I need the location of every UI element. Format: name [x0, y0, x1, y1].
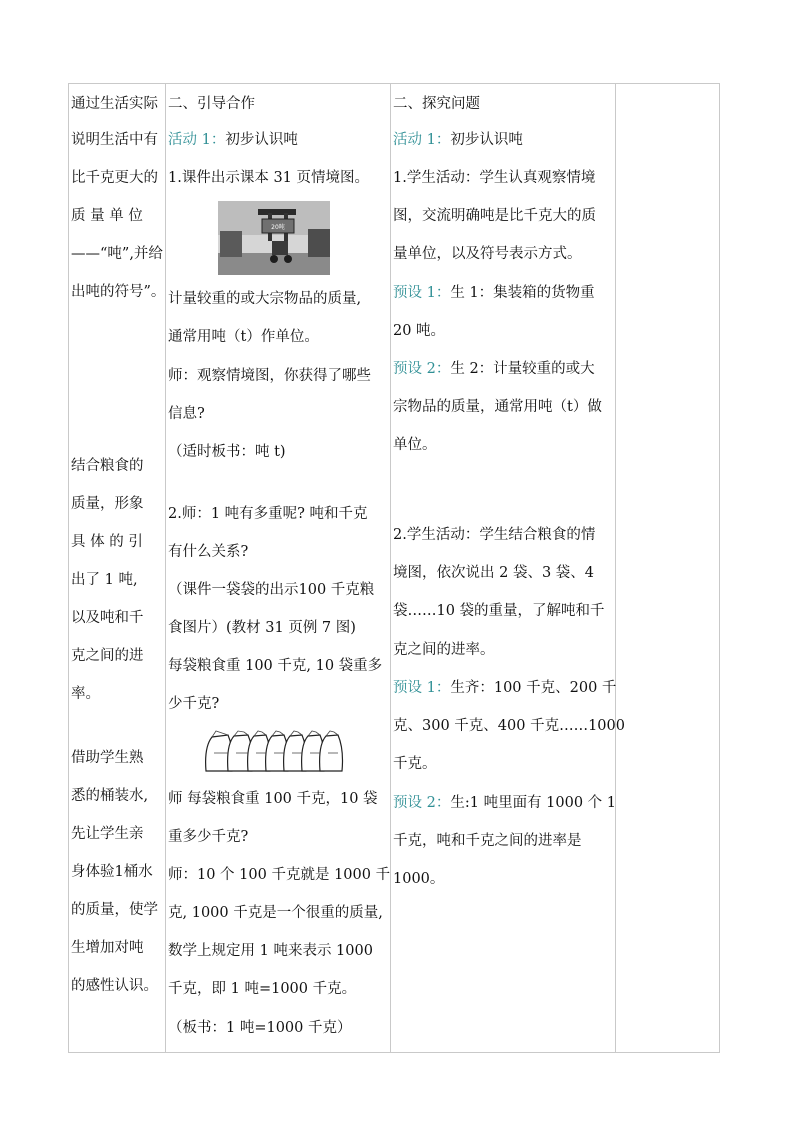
text-line: 宗物品的质量，通常用吨（t）做	[393, 399, 602, 415]
text-line: 重多少千克?	[168, 829, 249, 845]
text-line: 信息?	[168, 406, 205, 422]
teacher-activity-column	[166, 84, 391, 1053]
preset-line	[393, 678, 616, 698]
intent-line: 先让学生亲	[71, 826, 144, 842]
intent-line: 说明生活中有	[71, 132, 158, 148]
text-line: 师 每袋粮食重 100 千克，10 袋	[168, 791, 378, 807]
preset-text: 生 1：集装箱的货物重	[450, 285, 595, 301]
text-line: 1.学生活动：学生认真观察情境	[393, 170, 596, 186]
container-sign: 20吨	[271, 224, 285, 231]
text-line: 每袋粮食重 100 千克, 10 袋重多	[168, 658, 383, 674]
text-line: 单位。	[393, 437, 437, 453]
grain-sacks-image	[202, 727, 350, 775]
intent-line: 通过生活实际	[71, 96, 158, 112]
text-line: 数学上规定用 1 吨来表示 1000	[168, 943, 373, 959]
intent-line: 身体验1桶水	[71, 864, 153, 880]
text-line: 有什么关系?	[168, 544, 249, 560]
text-line: 千克。	[393, 756, 437, 772]
activity-title: 初步认识吨	[225, 132, 298, 148]
preset-line	[393, 793, 616, 813]
text-line: 境图，依次说出 2 袋、3 袋、4	[393, 565, 595, 581]
section-heading: 二、探究问题	[393, 96, 480, 112]
text-line: 1000。	[393, 871, 445, 887]
design-intent-column	[69, 84, 166, 1053]
intent-line: 以及吨和千	[71, 610, 144, 626]
text-line: 千克，吨和千克之间的进率是	[393, 833, 582, 849]
intent-line: 质量，形象	[71, 496, 144, 512]
text-line: 图，交流明确吨是比千克大的质	[393, 208, 596, 224]
text-line: 师：观察情境图，你获得了哪些	[168, 368, 371, 384]
text-line: 1.课件出示课本 31 页情境图。	[168, 170, 370, 186]
preset-label: 预设 1：	[393, 680, 451, 696]
preset-text: 生:1 吨里面有 1000 个 1	[450, 795, 617, 811]
student-activity-column	[391, 84, 625, 1053]
text-line: 食图片）(教材 31 页例 7 图)	[168, 620, 356, 636]
preset-label: 预设 1：	[393, 285, 451, 301]
intent-line: 比千克更大的	[71, 170, 158, 186]
text-line: 2.师：1 吨有多重呢? 吨和千克	[168, 506, 368, 522]
intent-line: 出吨的符号”。	[71, 284, 166, 300]
preset-text: 生齐：100 千克、200 千	[450, 680, 617, 696]
text-line: 师：10 个 100 千克就是 1000 千	[168, 867, 391, 883]
text-line: 少千克?	[168, 696, 220, 712]
intent-line: 悉的桶装水,	[71, 788, 149, 804]
text-line: 通常用吨（t）作单位。	[168, 329, 319, 345]
preset-line	[393, 359, 595, 379]
text-line: 千克，即 1 吨=1000 千克。	[168, 981, 357, 997]
intent-line: 的质量，使学	[71, 902, 158, 918]
text-line: 量单位，以及符号表示方式。	[393, 246, 582, 262]
text-line: 计量较重的或大宗物品的质量,	[168, 291, 362, 307]
text-line: （适时板书：吨 t)	[168, 444, 286, 460]
intent-line: 结合粮食的	[71, 458, 144, 474]
intent-line: 率。	[71, 686, 100, 702]
section-heading: 二、引导合作	[168, 96, 255, 112]
text-line: 克, 1000 千克是一个很重的质量,	[168, 905, 383, 921]
intent-line: 生增加对吨	[71, 940, 144, 956]
intent-line: 质 量 单 位	[71, 208, 143, 224]
intent-line: 克之间的进	[71, 648, 144, 664]
notes-column	[616, 84, 720, 1053]
text-line: 克、300 千克、400 千克……1000	[393, 718, 625, 734]
container-yard-image	[218, 201, 330, 275]
table-row	[69, 84, 720, 1053]
intent-line: ——“吨”,并给	[71, 246, 163, 262]
activity-label: 活动 1：	[393, 132, 451, 148]
activity-heading	[168, 130, 298, 150]
preset-text: 生 2：计量较重的或大	[450, 361, 595, 377]
text-line: （板书：1 吨=1000 千克）	[168, 1020, 352, 1036]
text-line: 2.学生活动：学生结合粮食的情	[393, 527, 596, 543]
activity-title: 初步认识吨	[450, 132, 523, 148]
text-line: （课件一袋袋的出示100 千克粮	[168, 582, 375, 598]
text-line: 20 吨。	[393, 323, 446, 339]
text-line: 袋……10 袋的重量，了解吨和千	[393, 603, 605, 619]
preset-line	[393, 283, 595, 303]
activity-heading	[393, 130, 523, 150]
text-line: 克之间的进率。	[393, 642, 495, 658]
preset-label: 预设 2：	[393, 361, 451, 377]
preset-label: 预设 2：	[393, 795, 451, 811]
lesson-table	[68, 83, 720, 1053]
intent-line: 的感性认识。	[71, 978, 158, 994]
intent-line: 具 体 的 引	[71, 534, 143, 550]
activity-label: 活动 1：	[168, 132, 226, 148]
intent-line: 出了 1 吨,	[71, 572, 138, 588]
intent-line: 借助学生熟	[71, 750, 144, 766]
